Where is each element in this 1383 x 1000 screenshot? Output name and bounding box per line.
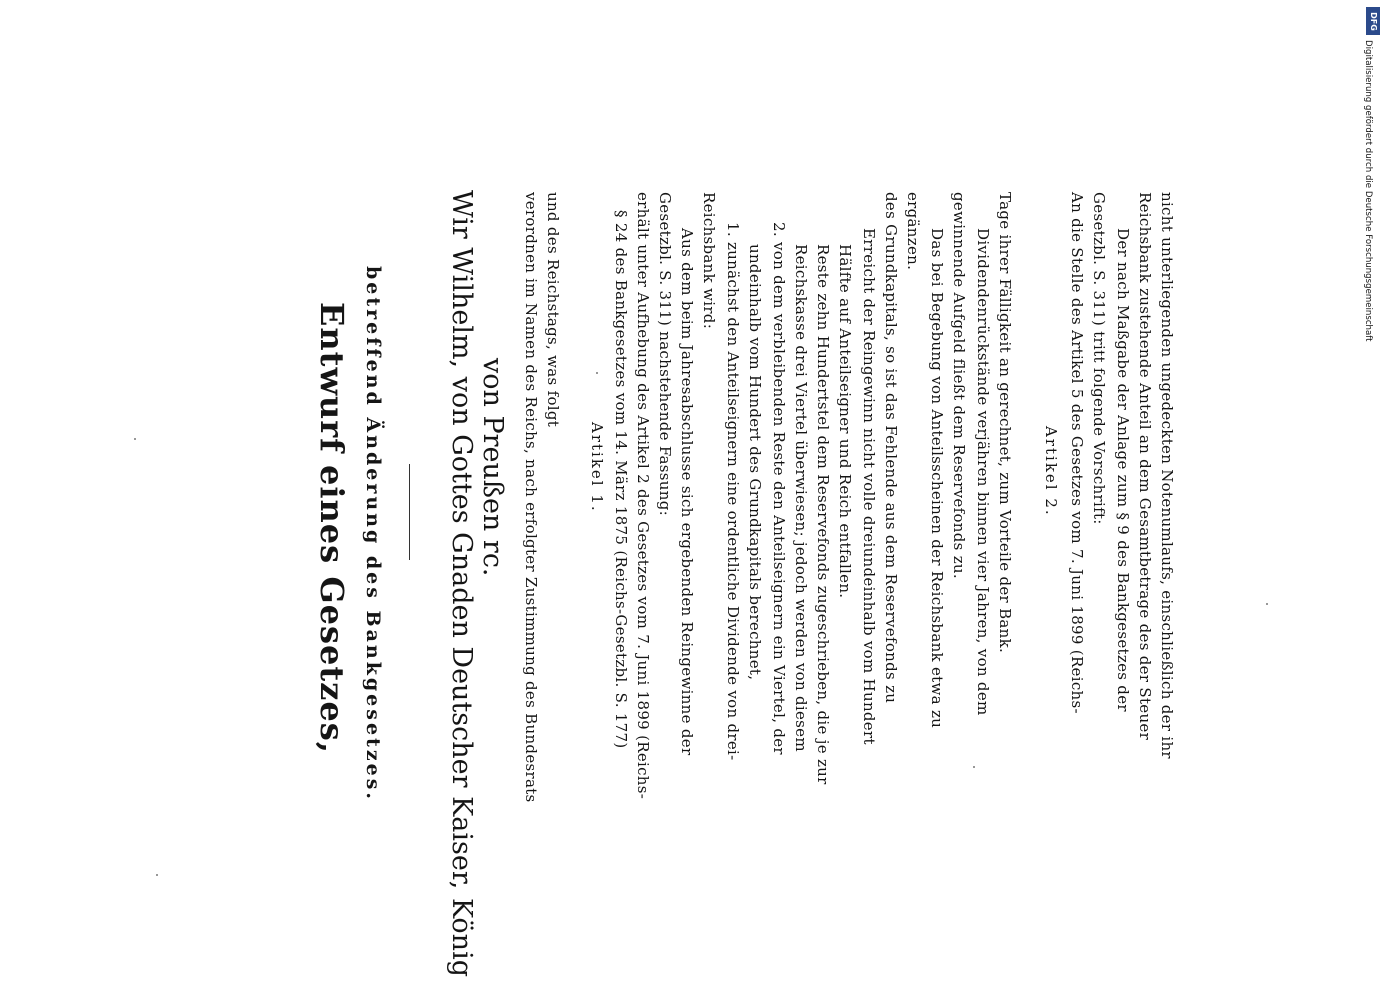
article-1-line: § 24 des Bankgesetzes vom 14. März 1875 (Reichs-Gesetzbl. S. 177) <box>612 210 630 749</box>
article-1-line: erhält unter Aufhebung des Artikel 2 des Gesetzes vom 7. Juni 1899 (Reichs- <box>634 192 652 800</box>
preamble-line-2: und des Reichstags, was folgt <box>544 192 562 428</box>
article-1-line: gewinnende Aufgeld fließt dem Reservefonds zu. <box>950 192 968 579</box>
article-1-line: Reichskasse drei Viertel überwiesen; jedoch werden von diesem <box>792 244 810 752</box>
scan-speck <box>596 372 598 374</box>
article-1-line: Das bei Begebung von Anteilsscheinen der Reichsbank etwa zu <box>928 228 946 729</box>
dfg-logo <box>1366 7 1380 35</box>
article-1-line: ergänzen. <box>904 192 922 271</box>
article-2-title: Artikel 2. <box>1042 426 1060 517</box>
article-2-line: Reichsbank zustehende Anteil an dem Gesamtbetrage des der Steuer <box>1136 192 1154 741</box>
digitization-credit: Digitalisierung gefördert durch die Deutsche Forschungsgemeinschaft <box>1363 40 1373 342</box>
article-1-line: des Grundkapitals, so ist das Fehlende aus dem Reservefonds zu <box>882 192 900 704</box>
article-2-line: Gesetzbl. S. 311) tritt folgende Vorschrift: <box>1090 192 1108 525</box>
article-1-line: Aus dem beim Jahresabschlusse sich ergebenden Reingewinne der <box>678 228 696 756</box>
scan-speck <box>973 766 975 768</box>
scan-speck <box>1266 603 1268 605</box>
article-1-line: Tage ihrer Fälligkeit an gerechnet, zum Vorteile der Bank. <box>996 192 1014 654</box>
article-1-title: Artikel 1. <box>588 422 606 513</box>
article-1-line: Erreicht der Reingewinn nicht volle dreiundeinhalb vom Hundert <box>860 228 878 745</box>
article-1-line: Dividendenrückstände verjähren binnen vier Jahren, von dem <box>974 228 992 716</box>
article-2-line: An die Stelle des Artikel 5 des Gesetzes vom 7. Juni 1899 (Reichs- <box>1068 192 1086 714</box>
article-2-line: nicht unterliegenden ungedeckten Notenumlaufs, einschließlich der ihr <box>1158 192 1176 759</box>
scan-speck <box>156 874 158 876</box>
document-title: Entwurf eines Gesetzes, <box>313 302 351 754</box>
scan-speck <box>134 438 136 440</box>
article-1-line: 1. zunächst den Anteilseignern eine ordentliche Dividende von drei- <box>724 222 742 761</box>
article-1-line: undeinhalb vom Hundert des Grundkapitals berechnet, <box>746 244 764 681</box>
article-1-line: Reste zehn Hundertstel dem Reservefonds zugeschrieben, die je zur <box>814 244 832 785</box>
dfg-logo-text: DFG <box>1368 11 1378 31</box>
article-1-line: Gesetzbl. S. 311) nachstehende Fassung: <box>656 192 674 516</box>
decree-heading-line2: von Preußen rc. <box>477 358 508 577</box>
document-subtitle: betreffend Änderung des Bankgesetzes. <box>362 266 384 803</box>
article-2-line: Der nach Maßgabe der Anlage zum § 9 des Bankgesetzes der <box>1114 228 1132 712</box>
rotated-document <box>250 168 1200 977</box>
article-1-line: Reichsbank wird: <box>700 192 718 330</box>
preamble-line-1: verordnen im Namen des Reichs, nach erfolgter Zustimmung des Bundesrats <box>522 192 540 803</box>
article-1-line: 2. von dem verbleibenden Reste den Anteilseignern ein Viertel, der <box>770 222 788 755</box>
decree-heading-line1: Wir Wilhelm, von Gottes Gnaden Deutscher Kaiser, König <box>446 190 477 977</box>
title-divider <box>409 464 410 560</box>
article-1-line: Hälfte auf Anteilseigner und Reich entfallen. <box>836 244 854 599</box>
